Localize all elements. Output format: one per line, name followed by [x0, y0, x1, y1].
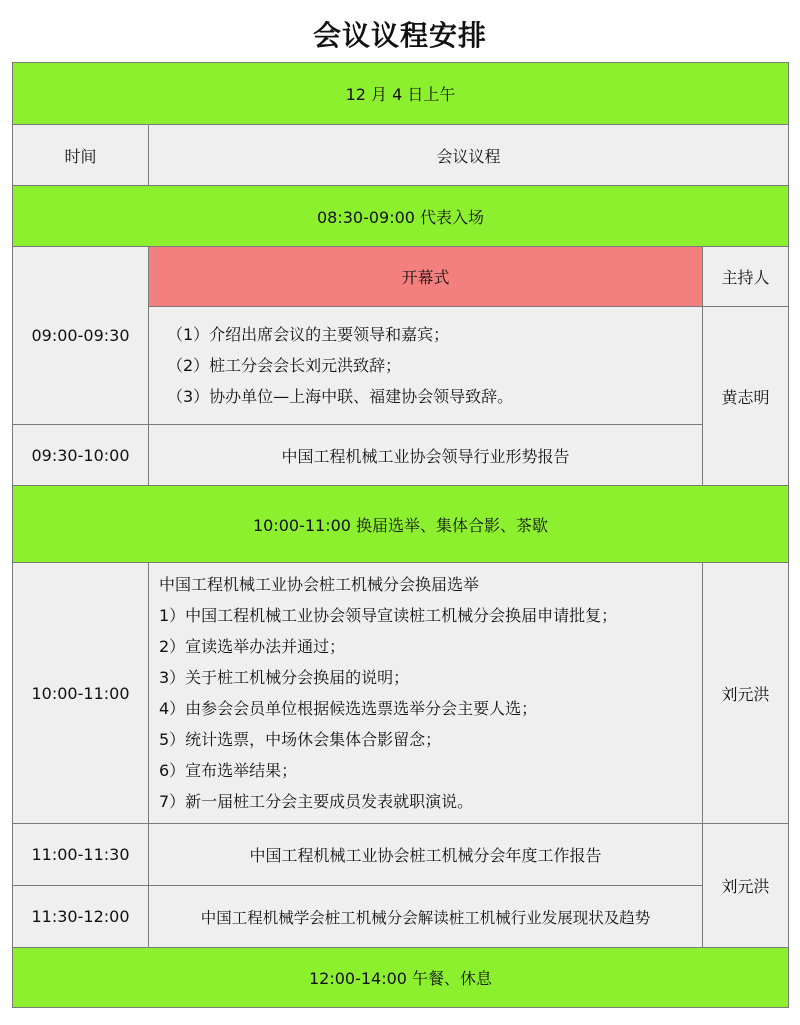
time-column-header: 时间 [13, 125, 149, 186]
list-item: 1）中国工程机械工业协会领导宣读桩工机械分会换届申请批复； [159, 606, 618, 625]
final-host: 刘元洪 [703, 824, 789, 948]
arrival-row [13, 186, 789, 247]
opening-items [149, 307, 703, 425]
opening-time: 09:00-09:30 [13, 247, 149, 425]
column-header-row [13, 125, 789, 186]
list-item: 4）由参会会员单位根据候选选票选举分会主要人选； [159, 699, 538, 718]
report1-time: 09:30-10:00 [13, 425, 149, 486]
opening-label: 开幕式 [149, 247, 703, 307]
report3-text: 中国工程机械学会桩工机械分会解读桩工机械行业发展现状及趋势 [149, 886, 703, 948]
election-heading: 中国工程机械工业协会桩工机械分会换届选举 [159, 575, 480, 594]
agenda-table [12, 62, 789, 1008]
list-item: 7）新一届桩工分会主要成员发表就职演说。 [159, 792, 474, 811]
election-green-row [13, 486, 789, 563]
list-item: 3）关于桩工机械分会换届的说明； [159, 668, 410, 687]
list-item: （2）桩工分会会长刘元洪致辞； [167, 356, 402, 375]
list-item: （1）介绍出席会议的主要领导和嘉宾； [167, 325, 450, 344]
report2-time: 11:00-11:30 [13, 824, 149, 886]
report2-row [13, 824, 789, 886]
date-header: 12 月 4 日上午 [13, 63, 789, 125]
list-item: （3）协办单位—上海中联、福建协会领导致辞。 [167, 387, 514, 406]
report1-row [13, 425, 789, 486]
list-item: 5）统计选票，中场休会集体合影留念； [159, 730, 442, 749]
list-item: 6）宣布选举结果； [159, 761, 298, 780]
election-host: 刘元洪 [703, 563, 789, 824]
report1-text: 中国工程机械工业协会领导行业形势报告 [149, 425, 703, 486]
lunch-row [13, 948, 789, 1008]
report2-text: 中国工程机械工业协会桩工机械分会年度工作报告 [149, 824, 703, 886]
page-title: 会议议程安排 [312, 19, 487, 52]
host-column-header: 主持人 [703, 247, 789, 307]
election-row [13, 563, 789, 824]
opening-host: 黄志明 [703, 307, 789, 486]
election-items [149, 563, 703, 824]
arrival-cell: 08:30-09:00 代表入场 [13, 186, 789, 247]
lunch-cell: 12:00-14:00 午餐、休息 [13, 948, 789, 1008]
report3-time: 11:30-12:00 [13, 886, 149, 948]
date-row [13, 63, 789, 125]
list-item: 2）宣读选举办法并通过； [159, 637, 346, 656]
election-green-cell: 10:00-11:00 换届选举、集体合影、茶歇 [13, 486, 789, 563]
report3-row [13, 886, 789, 948]
agenda-column-header: 会议议程 [149, 125, 789, 186]
election-time: 10:00-11:00 [13, 563, 149, 824]
opening-header-row [13, 247, 789, 307]
